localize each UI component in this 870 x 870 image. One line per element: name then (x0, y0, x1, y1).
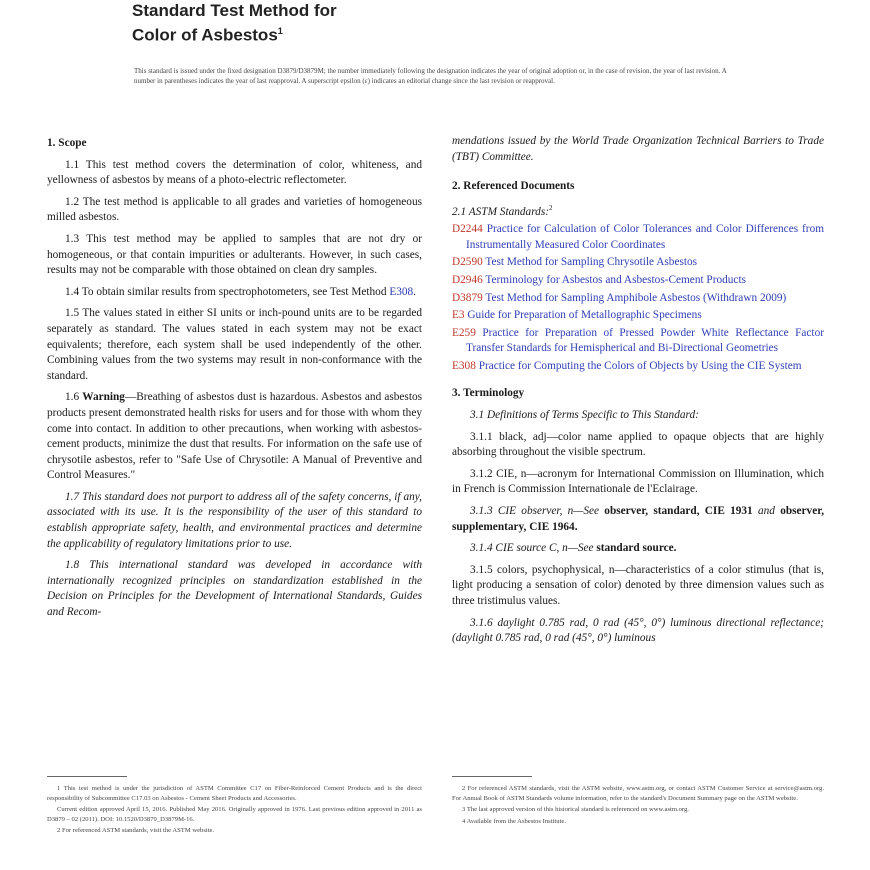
terminology-3-1-6: 3.1.6 daylight 0.785 rad, 0 rad (45°, 0°) luminous directional reflectance; (daylight 0.785 rad, 0 rad (45°, 0°) luminous (452, 616, 824, 645)
terminology-3-1-4: 3.1.4 CIE source C, n—See standard source. (470, 542, 677, 555)
scope-1-2: 1.2 The test method is applicable to all grades and varieties of homogeneous milled asbestos. (47, 195, 422, 224)
footnote-rule-left (47, 776, 127, 777)
scope-heading: 1. Scope (47, 137, 87, 149)
astm-standards-intro: 2.1 ASTM Standards:$^2$ (452, 203, 553, 218)
terminology-3-1-5: 3.1.5 colors, psychophysical, n—characteristics of a color stimulus (that is, light producing a sensation of color) denoted by three dimension values such as three tristimulus values. (452, 563, 824, 608)
reference-item[interactable]: E3 Guide for Preparation of Metallographic Specimens (452, 309, 702, 322)
title-footnote-mark: 1 (277, 26, 283, 36)
reference-item[interactable]: D2946 Terminology for Asbestos and Asbestos-Cement Products (452, 273, 746, 286)
terminology-heading: 3. Terminology (452, 387, 525, 400)
scope-1-8: 1.8 This international standard was developed in accordance with internationally recognized principles on standardization established in the Decision on Principles for the Development of International Standards, Guides and Recom- (47, 559, 422, 619)
title-line-2: Color of Asbestos$^1$ (132, 25, 283, 45)
footnotes-left (47, 784, 422, 838)
footnote: 2 For referenced ASTM standards, visit the ASTM website. (57, 827, 215, 835)
reference-item[interactable]: D3879 Test Method for Sampling Amphibole Asbestos (Withdrawn 2009) (452, 291, 787, 304)
terminology-3-1-2: 3.1.2 CIE, n—acronym for International Commission on Illumination, which in French is Commission Internationale de l'Eclairage. (452, 467, 824, 496)
reference-item[interactable]: E308 Practice for Computing the Colors of Objects by Using the CIE System (452, 359, 802, 372)
footnotes-right (452, 784, 824, 828)
scope-1-1: 1.1 This test method covers the determination of color, whiteness, and yellowness of asbestos by means of a photo-electric reflectometer. (47, 158, 422, 187)
terminology-3-1: 3.1 Definitions of Terms Specific to This Standard: (470, 409, 699, 422)
scope-1-7: 1.7 This standard does not purport to address all of the safety concerns, if any, associated with its use. It is the responsibility of the user of this standard to establish appropriate safety, health, and environmental practices and determine the applicability of regulatory limitations prior to use. (47, 490, 422, 550)
left-column (47, 136, 422, 627)
terminology-3-1-1: 3.1.1 black, adj—color name applied to opaque objects that are highly absorbing throughout the visible spectrum. (452, 430, 824, 459)
footnote: Current edition approved April 15, 2016. Published May 2016. Originally approved in 1976. Last previous edition approved in 2011 as D3879 – 02 (2011). DOI: 10.1520/D3879_D3879M-16. (47, 806, 422, 823)
reference-item[interactable]: D2244 Practice for Calculation of Color Tolerances and Color Differences from Instrumentally Measured Color Coordinates (452, 223, 825, 251)
reference-item[interactable]: D2590 Test Method for Sampling Chrysotile Asbestos (452, 256, 698, 269)
footnote: 3 The last approved version of this historical standard is referenced on www.astm.org. (462, 806, 689, 814)
scope-1-5: 1.5 The values stated in either SI units or inch-pound units are to be regarded separately as standard. The values stated in each system may not be exact equivalents; therefore, each system shall be used independently of the other. Combining values from the two systems may result in non-conformance with the standard. (47, 307, 422, 382)
scope-1-3: 1.3 This test method may be applied to samples that are not dry or homogeneous, or that contain impurities or adulterants. However, in such cases, results may not be comparable with those obtained on clean dry samples. (47, 232, 422, 277)
document-title (132, 0, 337, 46)
terminology-3-1-3: 3.1.3 CIE observer, n—See observer, standard, CIE 1931 and observer, supplementary, CIE 1964. (452, 505, 825, 533)
right-column (452, 134, 824, 653)
footnote: 2 For referenced ASTM standards, visit the ASTM website, www.astm.org, or contact ASTM Customer Service at service@astm.org. For Annual Book of ASTM Standards volume information, refer to the standard's Document Summary page on the ASTM website. (452, 785, 824, 802)
footnote-rule-right (452, 776, 532, 777)
scope-1-4: 1.4 To obtain similar results from spectrophotometers, see Test Method E308. (65, 285, 416, 298)
e308-link[interactable]: E308 (389, 285, 414, 298)
scope-1-8-continued: mendations issued by the World Trade Organization Technical Barriers to Trade (TBT) Committee. (452, 135, 824, 163)
referenced-documents-heading: 2. Referenced Documents (452, 180, 575, 193)
designation-note: This standard is issued under the fixed designation D3879/D3879M; the number immediately following the designation indicates the year of original adoption or, in the case of revision, the year of last revision. A number in parentheses indicates the year of last reapproval. A superscript epsilon (ε) indicates an editorial change since the last revision or reapproval. (134, 67, 727, 85)
reference-item[interactable]: E259 Practice for Preparation of Pressed Powder White Reflectance Factor Transfer Standards for Hemispherical and Bi-Directional Geometries (452, 326, 824, 355)
scope-1-6-warning: 1.6 Warning—Breathing of asbestos dust is hazardous. Asbestos and asbestos products present demonstrated health risks for users and for those with whom they come into contact. In addition to other precautions, when working with asbestos-cement products, minimize the dust that results. For information on the safe use of chrysotile asbestos, refer to "Safe Use of Chrysotile: A Manual of Preventive and Control Measures." (47, 391, 423, 482)
footnote: 4 Available from the Asbestos Institute. (462, 817, 566, 825)
title-line-1: Standard Test Method for (132, 1, 337, 20)
footnote: 1 This test method is under the jurisdiction of ASTM Committee C17 on Fiber-Reinforced Cement Products and is the direct responsibility of Subcommittee C17.03 on Asbestos - Cement Sheet Products and Accessories. (47, 785, 422, 802)
